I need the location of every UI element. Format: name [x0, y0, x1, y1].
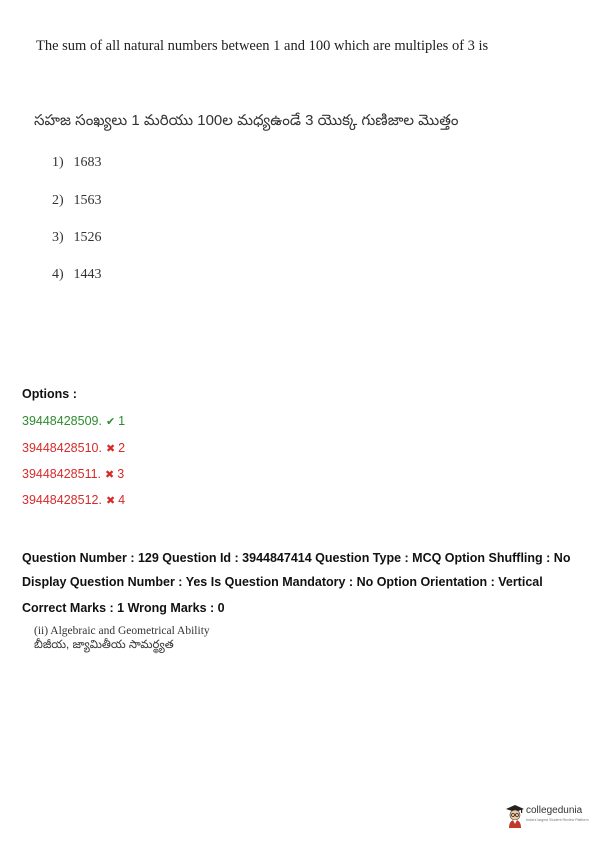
choice-item-1 [52, 155, 102, 171]
option-row-4 [22, 493, 125, 507]
question-meta-line-3: Correct Marks : 1 Wrong Marks : 0 [22, 601, 225, 615]
option-id: 39448428509. [22, 414, 102, 428]
choice-value: 1563 [73, 193, 102, 208]
brand-tagline: India's largest Student Review Platform [526, 818, 589, 822]
option-row-2 [22, 441, 125, 455]
option-id: 39448428510. [22, 441, 102, 455]
option-id: 39448428511. [22, 467, 102, 481]
check-icon: ✔ [105, 416, 116, 428]
choice-item-3 [52, 230, 102, 246]
choice-item-2 [52, 193, 102, 209]
choice-number: 4) [52, 267, 64, 282]
option-label: 4 [118, 493, 126, 507]
question-text-english: The sum of all natural numbers between 1 and 100 which are multiples of 3 is [36, 38, 489, 54]
option-label: 1 [118, 414, 126, 428]
choice-value: 1683 [73, 155, 102, 170]
section-title-telugu: బీజీయ, జ్యామితీయ సామర్థ్యత [34, 639, 174, 651]
question-meta-line-2: Display Question Number : Yes Is Question Mandatory : No Option Orientation : Vertical [22, 575, 543, 589]
choice-number: 3) [52, 230, 64, 245]
option-row-3 [22, 467, 124, 481]
brand-logo [505, 803, 587, 829]
option-label: 2 [118, 441, 126, 455]
option-id: 39448428512. [22, 493, 102, 507]
option-row-1 [22, 414, 125, 428]
cross-icon: ✖ [105, 469, 115, 481]
cross-icon: ✖ [105, 495, 116, 507]
option-label: 3 [117, 467, 125, 481]
section-title-english: (ii) Algebraic and Geometrical Ability [34, 625, 210, 637]
choice-number: 2) [52, 193, 64, 208]
student-mascot-icon [505, 803, 525, 829]
choice-number: 1) [52, 155, 64, 170]
options-heading: Options : [22, 387, 77, 401]
choice-value: 1526 [73, 230, 102, 245]
choice-value: 1443 [73, 267, 102, 282]
question-text-telugu: సహజ సంఖ్యలు 1 మరియు 100ల మధ్యఉండే 3 యొక్క గుణిజాల మొత్తం [34, 112, 459, 129]
question-meta-line-1: Question Number : 129 Question Id : 3944847414 Question Type : MCQ Option Shuffling : No [22, 551, 571, 565]
cross-icon: ✖ [105, 443, 116, 455]
brand-name: collegedunia [526, 805, 583, 816]
choice-item-4 [52, 267, 102, 283]
